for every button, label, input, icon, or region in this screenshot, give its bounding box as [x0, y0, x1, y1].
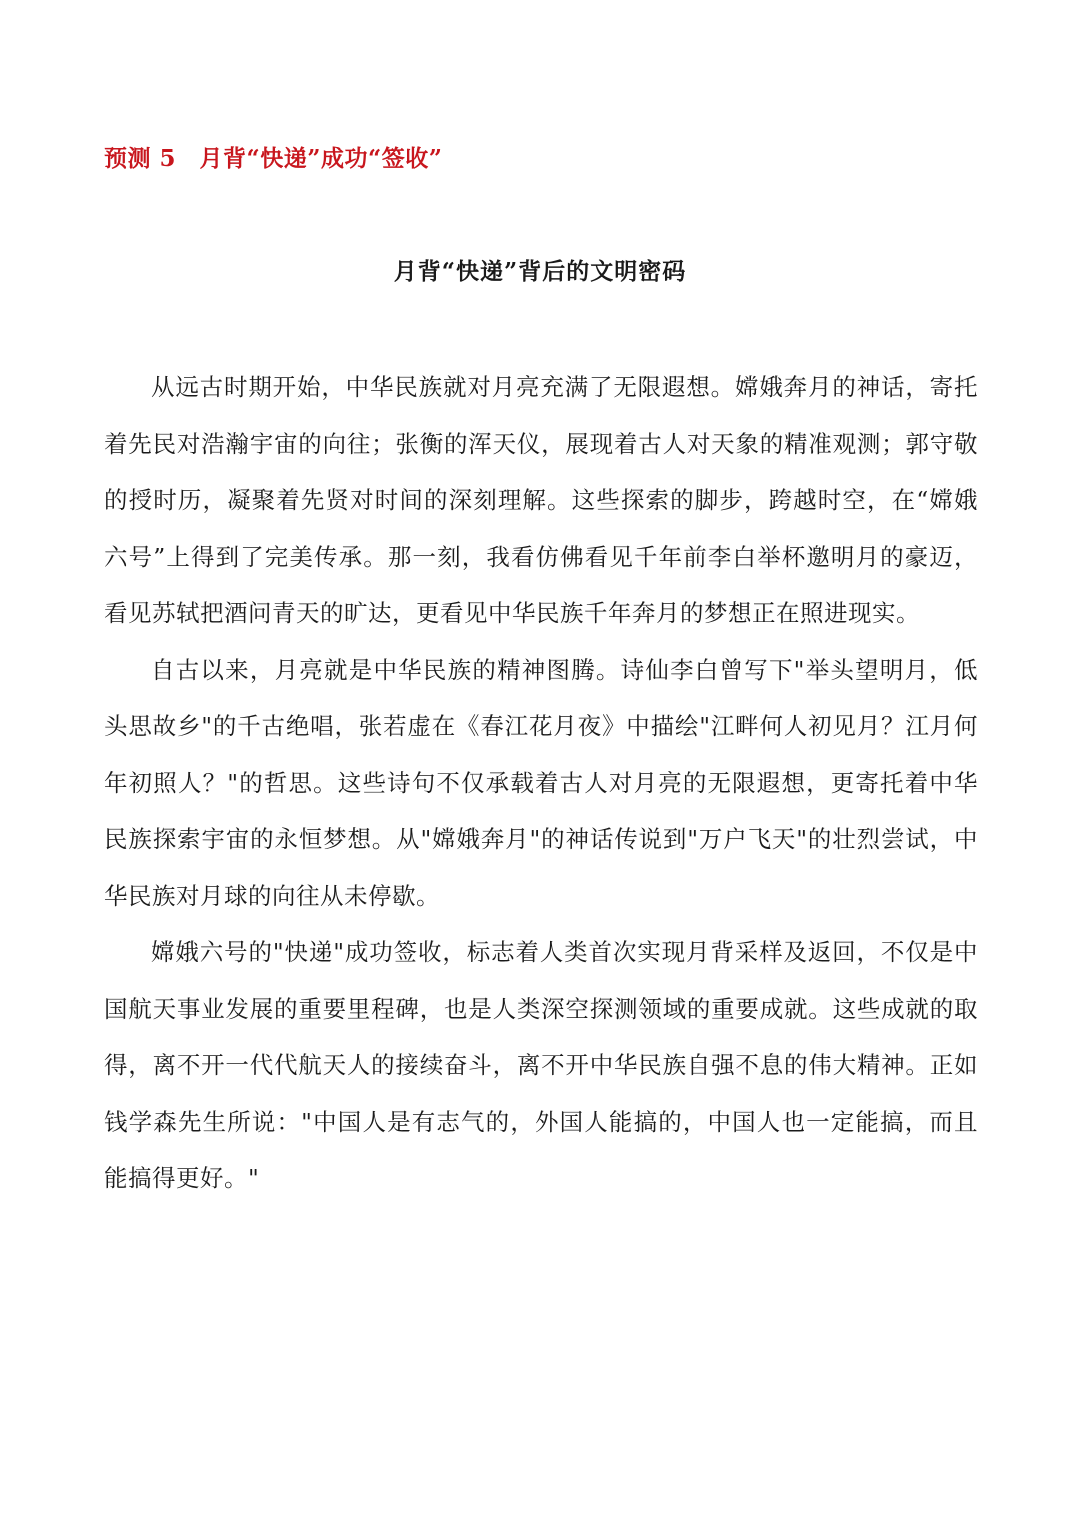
paragraph: 从远古时期开始，中华民族就对月亮充满了无限遐想。嫦娥奔月的神话，寄托着先民对浩瀚宇宙的向往；张衡的浑天仪，展现着古人对天象的精准观测；郭守敬的授时历，凝聚着先贤对时间的深刻理解。这些探索的脚步，跨越时空，在“嫦娥六号”上得到了完美传承。那一刻，我看仿佛看见千年前李白举杯邀明月的豪迈，看见苏轼把酒问青天的旷达，更看见中华民族千年奔月的梦想正在照进现实。 — [104, 373, 978, 627]
article-title: 月背“快递”背后的文明密码 — [393, 258, 687, 285]
article-body — [104, 359, 978, 1207]
paragraph: 自古以来，月亮就是中华民族的精神图腾。诗仙李白曾写下"举头望明月，低头思故乡"的千古绝唱，张若虚在《春江花月夜》中描绘"江畔何人初见月？江月何年初照人？"的哲思。这些诗句不仅承载着古人对月亮的无限遐想，更寄托着中华民族探索宇宙的永恒梦想。从"嫦娥奔月"的神话传说到"万户飞天"的壮烈尝试，中华民族对月球的向往从未停歇。 — [104, 655, 978, 910]
section-heading: 预测 5 月背“快递”成功“签收” — [104, 145, 443, 172]
paragraph: 嫦娥六号的"快递"成功签收，标志着人类首次实现月背采样及返回，不仅是中国航天事业发展的重要里程碑，也是人类深空探测领域的重要成就。这些成就的取得，离不开一代代航天人的接续奋斗，离不开中华民族自强不息的伟大精神。正如钱学森先生所说："中国人是有志气的，外国人能搞的，中国人也一定能搞，而且能搞得更好。" — [104, 938, 978, 1192]
